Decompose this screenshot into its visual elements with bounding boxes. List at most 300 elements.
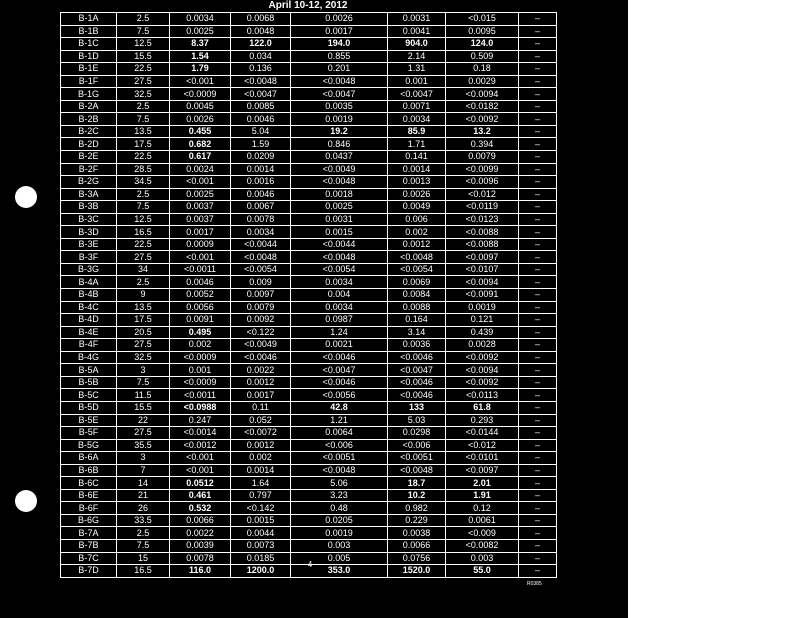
value-1-cell: 0.0039 xyxy=(170,539,231,552)
table-row xyxy=(61,289,557,302)
value-5-cell: <0.0088 xyxy=(446,226,519,239)
value-5-cell: 0.121 xyxy=(446,314,519,327)
value-5-cell: 0.0095 xyxy=(446,25,519,38)
value-5-cell: 0.509 xyxy=(446,50,519,63)
value-1-cell: 0.0024 xyxy=(170,163,231,176)
table-row xyxy=(61,489,557,502)
value-1-cell: <0.0009 xyxy=(170,376,231,389)
sample-id-cell: B-3C xyxy=(61,213,117,226)
value-4-cell: 2.14 xyxy=(388,50,446,63)
value-4-cell: <0.0047 xyxy=(388,88,446,101)
value-5-cell: <0.012 xyxy=(446,188,519,201)
sample-id-cell: B-1B xyxy=(61,25,117,38)
depth-cell: 2.5 xyxy=(117,527,170,540)
table-row xyxy=(61,464,557,477)
value-2-cell: <0.0046 xyxy=(231,351,291,364)
table-row xyxy=(61,401,557,414)
table-row xyxy=(61,502,557,515)
value-3-cell: <0.0048 xyxy=(291,176,388,189)
value-6-cell: – xyxy=(519,113,557,126)
value-5-cell: <0.0182 xyxy=(446,100,519,113)
value-3-cell: 19.2 xyxy=(291,125,388,138)
value-4-cell: <0.0051 xyxy=(388,452,446,465)
value-6-cell: – xyxy=(519,301,557,314)
value-5-cell: <0.012 xyxy=(446,439,519,452)
value-3-cell: <0.0047 xyxy=(291,88,388,101)
depth-cell: 7 xyxy=(117,464,170,477)
value-4-cell: 0.0298 xyxy=(388,427,446,440)
sample-id-cell: B-3F xyxy=(61,251,117,264)
value-1-cell: 0.0045 xyxy=(170,100,231,113)
depth-cell: 27.5 xyxy=(117,75,170,88)
value-5-cell: 61.8 xyxy=(446,401,519,414)
value-2-cell: 0.797 xyxy=(231,489,291,502)
value-6-cell: – xyxy=(519,238,557,251)
depth-cell: 13.5 xyxy=(117,301,170,314)
value-1-cell: <0.001 xyxy=(170,452,231,465)
value-2-cell: 0.009 xyxy=(231,276,291,289)
sample-id-cell: B-3G xyxy=(61,263,117,276)
value-4-cell: 0.141 xyxy=(388,151,446,164)
value-5-cell: 0.003 xyxy=(446,552,519,565)
value-5-cell: <0.0144 xyxy=(446,427,519,440)
value-5-cell: 124.0 xyxy=(446,38,519,51)
value-3-cell: 0.005 xyxy=(291,552,388,565)
depth-cell: 16.5 xyxy=(117,565,170,578)
value-3-cell: 194.0 xyxy=(291,38,388,51)
value-3-cell: 0.0025 xyxy=(291,201,388,214)
value-5-cell: <0.0099 xyxy=(446,163,519,176)
table-row xyxy=(61,439,557,452)
value-6-cell: – xyxy=(519,263,557,276)
depth-cell: 2.5 xyxy=(117,13,170,26)
value-1-cell: 0.0078 xyxy=(170,552,231,565)
table-row xyxy=(61,389,557,402)
value-4-cell: 3.14 xyxy=(388,326,446,339)
sample-id-cell: B-1D xyxy=(61,50,117,63)
value-4-cell: 904.0 xyxy=(388,38,446,51)
value-1-cell: 1.79 xyxy=(170,63,231,76)
value-1-cell: 1.54 xyxy=(170,50,231,63)
value-2-cell: <0.0048 xyxy=(231,251,291,264)
sample-id-cell: B-7D xyxy=(61,565,117,578)
value-1-cell: 116.0 xyxy=(170,565,231,578)
value-1-cell: <0.001 xyxy=(170,75,231,88)
value-2-cell: 0.0092 xyxy=(231,314,291,327)
value-5-cell: <0.009 xyxy=(446,527,519,540)
value-6-cell: – xyxy=(519,289,557,302)
value-2-cell: 0.0012 xyxy=(231,376,291,389)
depth-cell: 28.5 xyxy=(117,163,170,176)
value-6-cell: – xyxy=(519,25,557,38)
value-3-cell: 0.0437 xyxy=(291,151,388,164)
depth-cell: 20.5 xyxy=(117,326,170,339)
value-6-cell: – xyxy=(519,75,557,88)
depth-cell: 9 xyxy=(117,289,170,302)
sample-id-cell: B-2D xyxy=(61,138,117,151)
table-row xyxy=(61,13,557,26)
value-1-cell: 0.495 xyxy=(170,326,231,339)
value-2-cell: 0.0044 xyxy=(231,527,291,540)
value-3-cell: 0.0031 xyxy=(291,213,388,226)
value-5-cell: <0.0096 xyxy=(446,176,519,189)
binder-hole-bottom xyxy=(15,490,37,512)
value-6-cell: – xyxy=(519,125,557,138)
value-2-cell: 0.0046 xyxy=(231,188,291,201)
value-4-cell: <0.0048 xyxy=(388,464,446,477)
value-4-cell: 0.006 xyxy=(388,213,446,226)
sample-id-cell: B-3D xyxy=(61,226,117,239)
sample-id-cell: B-7C xyxy=(61,552,117,565)
sample-results-table xyxy=(60,12,557,578)
depth-cell: 7.5 xyxy=(117,201,170,214)
value-2-cell: <0.0048 xyxy=(231,75,291,88)
value-4-cell: 0.0041 xyxy=(388,25,446,38)
value-3-cell: 0.0019 xyxy=(291,113,388,126)
value-2-cell: 0.0046 xyxy=(231,113,291,126)
depth-cell: 15 xyxy=(117,552,170,565)
value-5-cell: 1.91 xyxy=(446,489,519,502)
value-3-cell: 3.23 xyxy=(291,489,388,502)
value-2-cell: <0.0049 xyxy=(231,339,291,352)
value-2-cell: 0.0017 xyxy=(231,389,291,402)
sample-id-cell: B-4B xyxy=(61,289,117,302)
sample-id-cell: B-2G xyxy=(61,176,117,189)
depth-cell: 26 xyxy=(117,502,170,515)
value-3-cell: 0.0015 xyxy=(291,226,388,239)
table-row xyxy=(61,514,557,527)
depth-cell: 12.5 xyxy=(117,38,170,51)
depth-cell: 27.5 xyxy=(117,427,170,440)
value-5-cell: 2.01 xyxy=(446,477,519,490)
value-5-cell: <0.0094 xyxy=(446,276,519,289)
sample-id-cell: B-6B xyxy=(61,464,117,477)
value-1-cell: 0.0091 xyxy=(170,314,231,327)
table-row xyxy=(61,339,557,352)
value-3-cell: <0.0044 xyxy=(291,238,388,251)
value-3-cell: 0.0064 xyxy=(291,427,388,440)
depth-cell: 7.5 xyxy=(117,113,170,126)
sample-id-cell: B-3B xyxy=(61,201,117,214)
value-4-cell: 0.0026 xyxy=(388,188,446,201)
value-2-cell: 0.0012 xyxy=(231,439,291,452)
value-6-cell: – xyxy=(519,552,557,565)
table-row xyxy=(61,364,557,377)
value-3-cell: <0.0046 xyxy=(291,376,388,389)
value-4-cell: 0.0088 xyxy=(388,301,446,314)
table-row xyxy=(61,63,557,76)
value-5-cell: <0.0092 xyxy=(446,376,519,389)
value-1-cell: 0.461 xyxy=(170,489,231,502)
value-1-cell: <0.001 xyxy=(170,251,231,264)
value-4-cell: <0.006 xyxy=(388,439,446,452)
sample-id-cell: B-2F xyxy=(61,163,117,176)
value-1-cell: <0.001 xyxy=(170,464,231,477)
value-6-cell: – xyxy=(519,464,557,477)
value-6-cell: – xyxy=(519,63,557,76)
value-3-cell: 1.24 xyxy=(291,326,388,339)
value-6-cell: – xyxy=(519,100,557,113)
value-3-cell: 0.004 xyxy=(291,289,388,302)
value-5-cell: 13.2 xyxy=(446,125,519,138)
value-4-cell: <0.0047 xyxy=(388,364,446,377)
table-row xyxy=(61,226,557,239)
sample-id-cell: B-2E xyxy=(61,151,117,164)
sample-id-cell: B-4G xyxy=(61,351,117,364)
value-3-cell: 353.0 xyxy=(291,565,388,578)
value-5-cell: 0.18 xyxy=(446,63,519,76)
table-row xyxy=(61,314,557,327)
value-2-cell: 0.034 xyxy=(231,50,291,63)
table-row xyxy=(61,539,557,552)
table-row xyxy=(61,301,557,314)
table-row xyxy=(61,238,557,251)
value-6-cell: – xyxy=(519,539,557,552)
depth-cell: 13.5 xyxy=(117,125,170,138)
table-row xyxy=(61,452,557,465)
value-3-cell: 1.21 xyxy=(291,414,388,427)
value-2-cell: 1.59 xyxy=(231,138,291,151)
value-2-cell: 0.0085 xyxy=(231,100,291,113)
binder-hole-top xyxy=(15,186,37,208)
value-3-cell: <0.0048 xyxy=(291,464,388,477)
value-5-cell: <0.0092 xyxy=(446,113,519,126)
sample-id-cell: B-1C xyxy=(61,38,117,51)
value-2-cell: <0.142 xyxy=(231,502,291,515)
table-row xyxy=(61,427,557,440)
depth-cell: 12.5 xyxy=(117,213,170,226)
value-4-cell: 1520.0 xyxy=(388,565,446,578)
value-1-cell: 0.002 xyxy=(170,339,231,352)
report-date-header: April 10-12, 2012 xyxy=(268,0,348,11)
value-2-cell: 0.0097 xyxy=(231,289,291,302)
sample-id-cell: B-4A xyxy=(61,276,117,289)
value-3-cell: <0.0046 xyxy=(291,351,388,364)
value-4-cell: 0.0084 xyxy=(388,289,446,302)
value-1-cell: 0.0017 xyxy=(170,226,231,239)
value-2-cell: 0.0078 xyxy=(231,213,291,226)
value-2-cell: 0.0016 xyxy=(231,176,291,189)
sample-id-cell: B-2A xyxy=(61,100,117,113)
value-2-cell: 0.0079 xyxy=(231,301,291,314)
value-6-cell: – xyxy=(519,477,557,490)
value-4-cell: <0.0046 xyxy=(388,376,446,389)
value-6-cell: – xyxy=(519,364,557,377)
sample-id-cell: B-4C xyxy=(61,301,117,314)
value-1-cell: 0.0026 xyxy=(170,113,231,126)
value-4-cell: <0.0054 xyxy=(388,263,446,276)
table-row xyxy=(61,151,557,164)
table-row xyxy=(61,163,557,176)
value-5-cell: 0.293 xyxy=(446,414,519,427)
value-5-cell: <0.0123 xyxy=(446,213,519,226)
value-6-cell: – xyxy=(519,201,557,214)
depth-cell: 7.5 xyxy=(117,376,170,389)
value-3-cell: 0.003 xyxy=(291,539,388,552)
value-2-cell: 0.0073 xyxy=(231,539,291,552)
value-6-cell: – xyxy=(519,565,557,578)
depth-cell: 16.5 xyxy=(117,226,170,239)
value-3-cell: 0.0017 xyxy=(291,25,388,38)
value-6-cell: – xyxy=(519,376,557,389)
value-5-cell: <0.0082 xyxy=(446,539,519,552)
value-6-cell: – xyxy=(519,50,557,63)
value-2-cell: 0.0209 xyxy=(231,151,291,164)
value-4-cell: 0.229 xyxy=(388,514,446,527)
value-6-cell: – xyxy=(519,13,557,26)
value-6-cell: – xyxy=(519,314,557,327)
value-1-cell: 0.0022 xyxy=(170,527,231,540)
value-6-cell: – xyxy=(519,502,557,515)
value-4-cell: 0.0069 xyxy=(388,276,446,289)
depth-cell: 3 xyxy=(117,364,170,377)
value-6-cell: – xyxy=(519,414,557,427)
value-5-cell: 0.0029 xyxy=(446,75,519,88)
table-row xyxy=(61,188,557,201)
value-2-cell: <0.0072 xyxy=(231,427,291,440)
sample-id-cell: B-5G xyxy=(61,439,117,452)
value-1-cell: <0.0011 xyxy=(170,389,231,402)
value-2-cell: 0.0034 xyxy=(231,226,291,239)
table-row xyxy=(61,251,557,264)
value-4-cell: 0.982 xyxy=(388,502,446,515)
value-4-cell: 133 xyxy=(388,401,446,414)
depth-cell: 32.5 xyxy=(117,88,170,101)
value-3-cell: 0.855 xyxy=(291,50,388,63)
depth-cell: 22.5 xyxy=(117,238,170,251)
depth-cell: 33.5 xyxy=(117,514,170,527)
sample-id-cell: B-7A xyxy=(61,527,117,540)
value-3-cell: <0.0056 xyxy=(291,389,388,402)
depth-cell: 15.5 xyxy=(117,50,170,63)
value-6-cell: – xyxy=(519,151,557,164)
value-1-cell: <0.0009 xyxy=(170,351,231,364)
value-2-cell: 0.0048 xyxy=(231,25,291,38)
value-3-cell: 0.0019 xyxy=(291,527,388,540)
depth-cell: 27.5 xyxy=(117,251,170,264)
depth-cell: 2.5 xyxy=(117,276,170,289)
value-5-cell: <0.0094 xyxy=(446,364,519,377)
value-4-cell: 10.2 xyxy=(388,489,446,502)
value-6-cell: – xyxy=(519,251,557,264)
value-3-cell: 0.0021 xyxy=(291,339,388,352)
sample-id-cell: B-5C xyxy=(61,389,117,402)
depth-cell: 22.5 xyxy=(117,63,170,76)
table-row xyxy=(61,276,557,289)
sample-id-cell: B-5F xyxy=(61,427,117,440)
value-6-cell: – xyxy=(519,339,557,352)
table-row xyxy=(61,477,557,490)
value-2-cell: 5.04 xyxy=(231,125,291,138)
value-1-cell: <0.0009 xyxy=(170,88,231,101)
sample-id-cell: B-6G xyxy=(61,514,117,527)
value-4-cell: 0.164 xyxy=(388,314,446,327)
value-5-cell: <0.0094 xyxy=(446,88,519,101)
sample-id-cell: B-5B xyxy=(61,376,117,389)
value-2-cell: <0.0054 xyxy=(231,263,291,276)
sample-id-cell: B-4E xyxy=(61,326,117,339)
value-1-cell: 0.532 xyxy=(170,502,231,515)
value-5-cell: 0.0028 xyxy=(446,339,519,352)
table-row xyxy=(61,326,557,339)
value-1-cell: 0.247 xyxy=(170,414,231,427)
sample-id-cell: B-1A xyxy=(61,13,117,26)
sample-id-cell: B-2C xyxy=(61,125,117,138)
value-3-cell: 0.0026 xyxy=(291,13,388,26)
value-6-cell: – xyxy=(519,163,557,176)
page-number: 4 xyxy=(307,560,313,569)
value-5-cell: 0.394 xyxy=(446,138,519,151)
value-1-cell: 0.0512 xyxy=(170,477,231,490)
table-row xyxy=(61,25,557,38)
table-row xyxy=(61,213,557,226)
value-3-cell: 0.846 xyxy=(291,138,388,151)
value-4-cell: 0.0014 xyxy=(388,163,446,176)
value-6-cell: – xyxy=(519,401,557,414)
value-6-cell: – xyxy=(519,38,557,51)
value-3-cell: 5.06 xyxy=(291,477,388,490)
value-4-cell: 0.0012 xyxy=(388,238,446,251)
table-row xyxy=(61,263,557,276)
value-6-cell: – xyxy=(519,138,557,151)
depth-cell: 32.5 xyxy=(117,351,170,364)
value-1-cell: <0.0011 xyxy=(170,263,231,276)
value-2-cell: 0.002 xyxy=(231,452,291,465)
value-5-cell: 0.0079 xyxy=(446,151,519,164)
value-3-cell: 0.0034 xyxy=(291,276,388,289)
table-row xyxy=(61,376,557,389)
value-1-cell: 0.0034 xyxy=(170,13,231,26)
value-5-cell: <0.0097 xyxy=(446,251,519,264)
table-row xyxy=(61,50,557,63)
depth-cell: 15.5 xyxy=(117,401,170,414)
value-6-cell: – xyxy=(519,213,557,226)
sample-id-cell: B-1G xyxy=(61,88,117,101)
depth-cell: 2.5 xyxy=(117,100,170,113)
depth-cell: 11.5 xyxy=(117,389,170,402)
value-6-cell: – xyxy=(519,188,557,201)
depth-cell: 34 xyxy=(117,263,170,276)
value-4-cell: 1.71 xyxy=(388,138,446,151)
value-5-cell: <0.0097 xyxy=(446,464,519,477)
value-4-cell: 0.002 xyxy=(388,226,446,239)
value-1-cell: 0.0009 xyxy=(170,238,231,251)
value-3-cell: <0.0048 xyxy=(291,75,388,88)
value-1-cell: 8.37 xyxy=(170,38,231,51)
value-2-cell: 122.0 xyxy=(231,38,291,51)
depth-cell: 27.5 xyxy=(117,339,170,352)
value-6-cell: – xyxy=(519,276,557,289)
value-5-cell: <0.0101 xyxy=(446,452,519,465)
value-2-cell: <0.122 xyxy=(231,326,291,339)
value-1-cell: <0.0012 xyxy=(170,439,231,452)
table-row xyxy=(61,176,557,189)
value-5-cell: <0.015 xyxy=(446,13,519,26)
table-row xyxy=(61,88,557,101)
value-4-cell: 0.0034 xyxy=(388,113,446,126)
value-2-cell: 0.0067 xyxy=(231,201,291,214)
value-4-cell: 1.31 xyxy=(388,63,446,76)
depth-cell: 21 xyxy=(117,489,170,502)
value-4-cell: 0.0013 xyxy=(388,176,446,189)
value-2-cell: <0.0044 xyxy=(231,238,291,251)
value-2-cell: 0.0068 xyxy=(231,13,291,26)
value-4-cell: 0.0756 xyxy=(388,552,446,565)
value-3-cell: 0.0035 xyxy=(291,100,388,113)
value-4-cell: 0.0031 xyxy=(388,13,446,26)
value-3-cell: 42.8 xyxy=(291,401,388,414)
value-1-cell: 0.455 xyxy=(170,125,231,138)
